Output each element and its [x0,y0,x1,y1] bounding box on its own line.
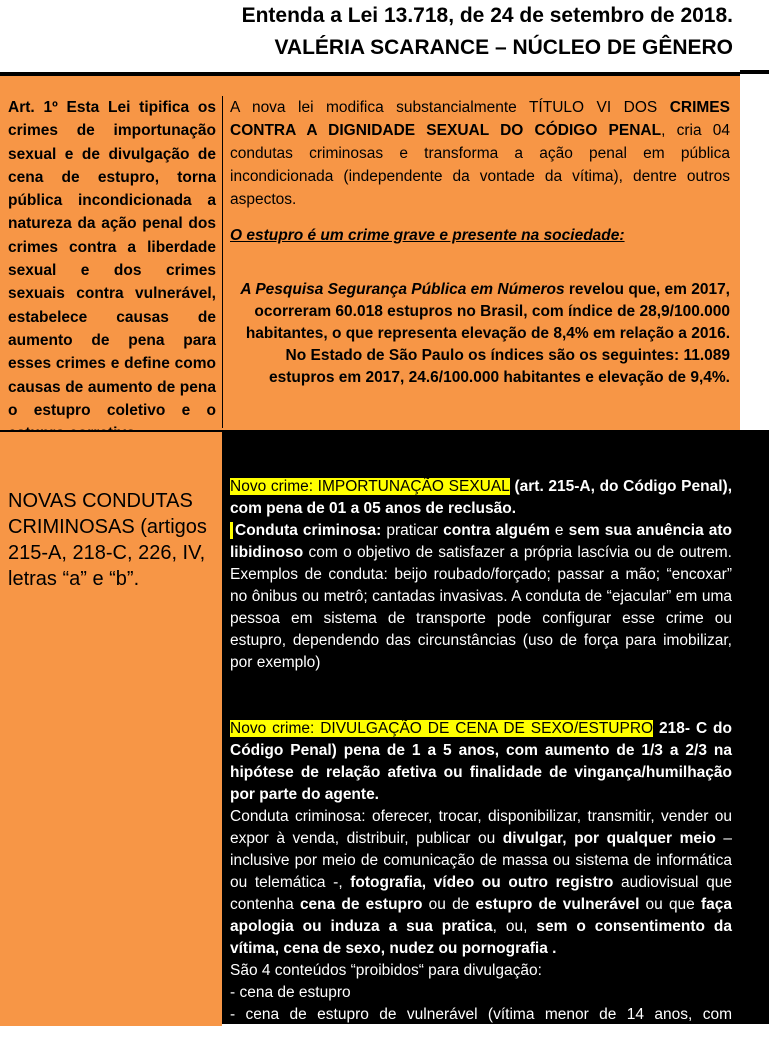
crime-2-t5: audiovisual que contenha [230,874,732,913]
crime-2-t2: divulgar, por qualquer meio [502,830,716,847]
crime-1-d1: praticar [381,522,444,539]
summary-intro-b: CRIMES CONTRA A DIGNIDADE SEXUAL DO CÓDIGO PENAL [230,99,730,139]
document-title: Entenda a Lei 13.718, de 24 de setembro de 2018. [241,4,733,27]
crime-2-t4: fotografia, vídeo ou outro registro [350,874,614,891]
statistics-text: revelou que, em 2017, ocorreram 60.018 estupros no Brasil, com índice de 28,9/100.000 habitantes, o que representa elevação de 8,4% em relação a 2016. No Estado de São Paulo os índices são os seguintes: 11.089 estupros em 2017, 24.6/100.000 habitantes e elevação de 9,4%. [245,281,730,386]
new-conducts-heading: NOVAS CONDUTAS CRIMINOSAS (artigos 215-A, 218-C, 226, IV, letras “a” e “b”. [8,490,207,590]
statistics-paragraph [230,279,730,389]
crime-2-t1: Conduta criminosa: oferecer, trocar, disponibilizar, transmitir, vender ou expor à venda, distribuir, publicar ou [230,808,732,847]
crime-1-conduct-label: Conduta criminosa: [230,522,381,539]
page-margin [740,74,769,430]
crime-1-d5: com o objetivo de satisfazer a própria lascívia ou de outrem. Exemplos de conduta: beijo roubado/forçado; passar a mão; “encoxar” no ônibus ou metrô; cantadas invasivas. A conduta de “ejacular” em uma pessoa em sistema de transporte pode configurar esse crime ou estupro, dependendo das circunstâncias (uso de força para imobilizar, por exemplo) [230,544,732,671]
crime-2-t8: estupro de vulnerável [475,896,640,913]
article-1-text: Art. 1º Esta Lei tipifica os crimes de importunação sexual e de divulgação de cena de estupro, torna pública incondicionada a natureza da ação penal dos crimes contra a liberdade sexual e dos crimes sexuais contra vulnerável, estabelece causas de aumento de pena para esses crimes e define como causas de aumento de pena o estupro coletivo e o [8,99,216,419]
header [0,0,769,70]
crime-2-t12: sem o consentimento da vítima, cena de sexo, nudez ou pornografia . [230,918,733,957]
crime-1-d4: sem sua anuência ato libidinoso [230,522,733,561]
highlight-statement: O estupro é um crime grave e presente na sociedade: [230,227,625,244]
crime-2-t3: – inclusive por meio de comunicação de massa ou sistema de informática ou telemática -, [230,830,732,891]
crime-2-t10: faça apologia ou induza a sua pratica [230,896,732,935]
column-divider [222,96,223,428]
list-item: - cena de estupro de vulnerável (vítima menor de 14 anos, com enfermidade ou doença mental ou que não pode oferecer resistência) [230,1006,732,1045]
new-crimes-cell [230,476,732,1048]
crime-1-block [230,476,732,674]
new-conducts-cell [0,430,222,1026]
crime-2-label: Novo crime: DIVULGAÇÃO DE CENA DE SEXO/ESTUPRO [230,720,654,737]
law-summary [230,96,730,389]
crime-2-block [230,718,732,1048]
summary-intro-a: A nova lei modifica substancialmente TÍTULO VI DOS [230,99,670,116]
crime-2-t11: , ou, [492,918,537,935]
crime-1-d3: e [549,522,569,539]
crime-1-d2: contra alguém [443,522,550,539]
list-intro: São 4 conteúdos “proibidos“ para divulgação: [230,962,542,979]
crime-2-t7: ou de [422,896,476,913]
crime-1-penalty: (art. 215-A, do Código Penal), com pena de 01 a 05 anos de reclusão. [230,478,732,517]
crime-2-penalty: 218- C do Código Penal) pena de 1 a 5 anos, com aumento de 1/3 a 2/3 na hipótese de relação afetiva ou finalidade de vingança/humilhação por parte do agente. [230,720,732,803]
crime-2-t6: cena de estupro [299,896,423,913]
document-author: VALÉRIA SCARANCE – NÚCLEO DE GÊNERO [274,36,733,59]
list-item: - cena de estupro [230,984,351,1001]
crime-2-t9: ou que [639,896,701,913]
statistics-source: A Pesquisa Segurança Pública em Números [240,281,565,298]
summary-intro-c: , cria 04 condutas criminosas e transforma a ação penal em pública incondicionada (independente da vontade da vítima), dentre outros aspectos. [230,122,730,208]
spacer [230,674,732,718]
crime-1-label: Novo crime: IMPORTUNAÇÃO SEXUAL [230,478,510,495]
